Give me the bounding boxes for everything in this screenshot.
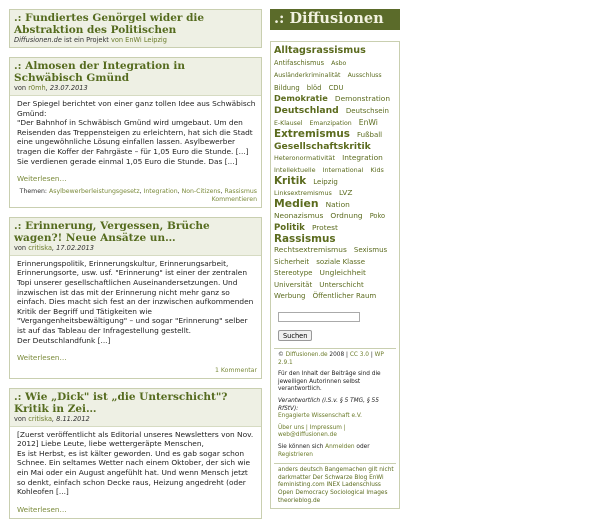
comments-link[interactable]: Kommentieren: [211, 195, 257, 203]
read-more-link[interactable]: Weiterlesen…: [17, 174, 67, 184]
tag-link[interactable]: Kritik: [274, 174, 307, 187]
excerpt-paragraph: Erinnerungspolitik, Erinnerungskultur, Erinnerungsarbeit, Erinnerungsorte, usw. usf. "Erinnerung" ist einer der zentralen Topi unserer gesellschaftlichen Auseinandersetzungen. Und inzwischen ist das mit der Erinnerung nicht mehr ganz so einfach. Dies macht sich fest an der inzwischen aufkommenden Kritik der Begriff und Tätigkeiten wie "Vergangenheitsbewältigung" – und sogar "Erinnerung" selber ist auf das Tableau der Infragestellung gestellt.: [17, 258, 254, 335]
tag-link[interactable]: Werbung: [274, 292, 306, 301]
tag-link[interactable]: Universität: [274, 280, 313, 289]
author-link[interactable]: r0mh: [28, 84, 46, 92]
login-mid: oder: [354, 444, 370, 450]
tag-link[interactable]: soziale Klasse: [316, 257, 366, 266]
tag-link[interactable]: Nation: [325, 199, 350, 209]
divider: [274, 348, 396, 349]
site-info: [274, 352, 396, 459]
post-footer: Themen: Asylbewerberleistungsgesetz, Integration, Non-Citizens, Rassismus Kommentieren: [19, 187, 257, 203]
tag-cloud: [274, 44, 396, 301]
about-links: [278, 425, 396, 440]
excerpt-paragraph: Der Deutschlandfunk [...]: [17, 335, 111, 345]
search-form: [278, 306, 396, 344]
tag-link[interactable]: Medien: [274, 196, 319, 210]
sidebar-box: [270, 41, 400, 509]
tag-link[interactable]: Heteronormativität: [274, 154, 335, 163]
sidebar: [270, 9, 400, 509]
tag-link[interactable]: Antifaschismus: [274, 58, 325, 67]
excerpt-paragraph: "Der Bahnhof in Schwäbisch Gmünd wird umgebaut. Um den Reisenden das Treppensteigen zu erleichtern, hat sich die Stadt eine ungewöhnliche Lösung einfallen lassen. Asylbewerber tragen die Koffer der Fahrgäste – für 1,05 Euro die Stunde. [...] Sie verdienen gerade einmal 1,05 Euro die Stunde. Das [...]: [17, 118, 253, 166]
author-link[interactable]: critiska: [28, 414, 52, 423]
tag-link[interactable]: LVZ: [338, 188, 353, 198]
intro-box: [9, 9, 262, 48]
excerpt-paragraph: Es ist Herbst, es ist kälter geworden. Und es gab sogar schon Schnee. Ein seltames Wetter nach einem Oktober, der sich wie ein Mai oder ein August angefühlt hat. Und wenn Mensch jetzt so denkt, einfach schon Decke raus, Heizung angedreht (oder Kohleofen [...]: [17, 448, 251, 497]
themes-label: Themen:: [19, 187, 49, 195]
tag-link[interactable]: Extremismus: [274, 128, 350, 141]
tag-link[interactable]: EnWi: [358, 117, 378, 127]
author-link[interactable]: critiska: [28, 243, 52, 252]
tag-link[interactable]: Sexismus: [353, 246, 388, 255]
post-date: , 17.02.2013: [51, 243, 94, 252]
post-meta: [14, 415, 257, 424]
intro-meta-mid: ist ein Projekt: [61, 36, 111, 44]
tag-link[interactable]: Demonstration: [334, 94, 391, 104]
theme-link[interactable]: Non-Citizens: [181, 187, 221, 195]
copyright-line: [278, 352, 396, 367]
post-excerpt: [10, 256, 261, 367]
enwi-link[interactable]: von EnWi Leipzig: [110, 36, 167, 44]
tag-link[interactable]: Ausländerkriminalität: [274, 72, 341, 80]
meta-prefix: von: [14, 414, 29, 423]
meta-prefix: von: [14, 243, 29, 252]
intro-meta: [14, 36, 257, 45]
tag-link[interactable]: Rechtsextremismus: [274, 245, 347, 255]
intro-head: [10, 10, 261, 47]
tag-link[interactable]: Leipzig: [313, 177, 338, 186]
tag-link[interactable]: Alltagsrassismus: [274, 45, 366, 56]
tag-link[interactable]: Asbo: [331, 59, 347, 67]
disclaimer: Für den Inhalt der Beiträge sind die jeweiligen Autorinnen selbst verantwortlich.: [278, 371, 381, 393]
copyright-year: 2008 |: [327, 352, 350, 359]
theme-link[interactable]: Rassismus: [224, 187, 257, 195]
tag-link[interactable]: Rassismus: [274, 232, 336, 245]
site-logo[interactable]: .: Diffusionen: [270, 9, 400, 30]
about-impressum-links[interactable]: Über uns | Impressum | web@diffusionen.de: [278, 424, 346, 439]
site-tagline: .: Fundiertes Genörgel wider die Abstraktion des Politischen: [14, 12, 205, 36]
divider: [274, 463, 396, 464]
login-link[interactable]: Anmelden: [325, 444, 355, 450]
wp-separator: |: [368, 352, 375, 359]
responsible-label: Verantwortlich (i.S.v. § 5 TMG, § 55 RfStV):: [278, 398, 379, 412]
tag-link[interactable]: Sicherheit: [274, 257, 310, 266]
post-title-link[interactable]: .: Erinnerung, Vergessen, Brüche wagen?! Neue Ansätze un…: [14, 219, 210, 244]
tag-link[interactable]: Gesellschaftskritik: [274, 140, 371, 152]
tag-link[interactable]: E-Klausel: [274, 119, 303, 127]
tag-link[interactable]: Kids: [370, 165, 384, 174]
tag-link[interactable]: CDU: [328, 83, 344, 92]
post-date: , 8.11.2012: [51, 414, 90, 423]
wordpress-link[interactable]: WP 2.9.1: [278, 352, 384, 366]
tag-link[interactable]: Fußball: [357, 131, 383, 140]
tag-link[interactable]: Demokratie: [274, 93, 328, 104]
copyright-site-link[interactable]: Diffusionen.de: [285, 352, 328, 359]
tag-link[interactable]: Ordnung: [330, 211, 363, 221]
tag-link[interactable]: Integration: [342, 153, 383, 163]
post-footer: [10, 367, 261, 378]
responsible-link[interactable]: Engagierte Wissenschaft e.V.: [278, 413, 362, 420]
tag-link[interactable]: Stereotype: [274, 269, 313, 278]
copyright-sign: ©: [278, 352, 286, 359]
tag-link[interactable]: Ausschluss: [347, 72, 382, 80]
tag-link[interactable]: Politik: [274, 222, 305, 233]
tag-link[interactable]: Bildung: [274, 83, 300, 92]
tag-link[interactable]: Unterschicht: [319, 280, 364, 289]
tag-link[interactable]: Neonazismus: [274, 211, 324, 221]
post-meta: [14, 244, 257, 253]
comments-link[interactable]: 1 Kommentar: [215, 366, 257, 374]
login-text: Sie können sich: [278, 444, 326, 450]
tag-link[interactable]: Protest: [311, 222, 338, 232]
tag-link[interactable]: Linksextremismus: [274, 189, 332, 198]
license-link[interactable]: CC 3.0: [349, 352, 369, 359]
tag-link[interactable]: Deutschland: [274, 104, 339, 116]
site-name: Diffusionen.de: [14, 36, 62, 44]
post-title-link[interactable]: .: Wie „Dick" ist „die Unterschicht"? Kritik in Zei…: [14, 390, 228, 415]
read-more-link[interactable]: Weiterlesen…: [17, 353, 67, 363]
post-excerpt: [10, 427, 261, 519]
read-more-link[interactable]: Weiterlesen…: [17, 504, 67, 514]
search-input[interactable]: [278, 312, 360, 322]
post-card: [9, 388, 262, 520]
tag-link[interactable]: blöd: [306, 83, 322, 92]
login-line: [278, 444, 396, 459]
tag-link[interactable]: Ungleichheit: [319, 268, 366, 278]
post-head: [10, 218, 261, 256]
tag-link[interactable]: Emanzipation: [309, 119, 352, 127]
tag-link[interactable]: Öffentlicher Raum: [312, 292, 377, 301]
post-card: [9, 57, 262, 208]
blogroll[interactable]: anders deutsch Bangemachen gilt nicht darkmatter Der Schwarze Blog EnWi feministing.com INEX Ladenschluss Open Democracy Sociological Images theorieblog.de: [278, 467, 394, 504]
responsible-block: [278, 398, 396, 421]
tag-link[interactable]: International: [322, 165, 364, 174]
post-title-link[interactable]: .: Almosen der Integration in Schwäbisch Gmünd: [14, 60, 186, 84]
search-button[interactable]: Suchen: [278, 330, 312, 341]
post-head: [10, 58, 261, 96]
post-date: , 23.07.2013: [45, 84, 88, 92]
post-head: [10, 389, 261, 427]
tag-link[interactable]: Intellektuelle: [274, 165, 316, 174]
theme-link[interactable]: Asylbewerberleistungsgesetz: [49, 187, 140, 195]
post-card: [9, 217, 262, 379]
register-link[interactable]: Registrieren: [278, 451, 313, 458]
excerpt-paragraph: [Zuerst veröffentlicht als Editorial unseres Newsletters von Nov. 2012] Liebe Leute, liebe wettergeräpte Menschen,: [17, 429, 254, 449]
theme-link[interactable]: Integration: [143, 187, 178, 195]
meta-prefix: von: [14, 84, 29, 92]
post-excerpt: [10, 96, 261, 188]
main-column: [9, 9, 262, 528]
excerpt-paragraph: Der Spiegel berichtet von einer ganz tollen Idee aus Schwäbisch Gmünd:: [17, 99, 256, 118]
tag-link[interactable]: Poko: [369, 212, 386, 221]
tag-link[interactable]: Deutschsein: [345, 106, 389, 115]
post-meta: [14, 84, 257, 93]
